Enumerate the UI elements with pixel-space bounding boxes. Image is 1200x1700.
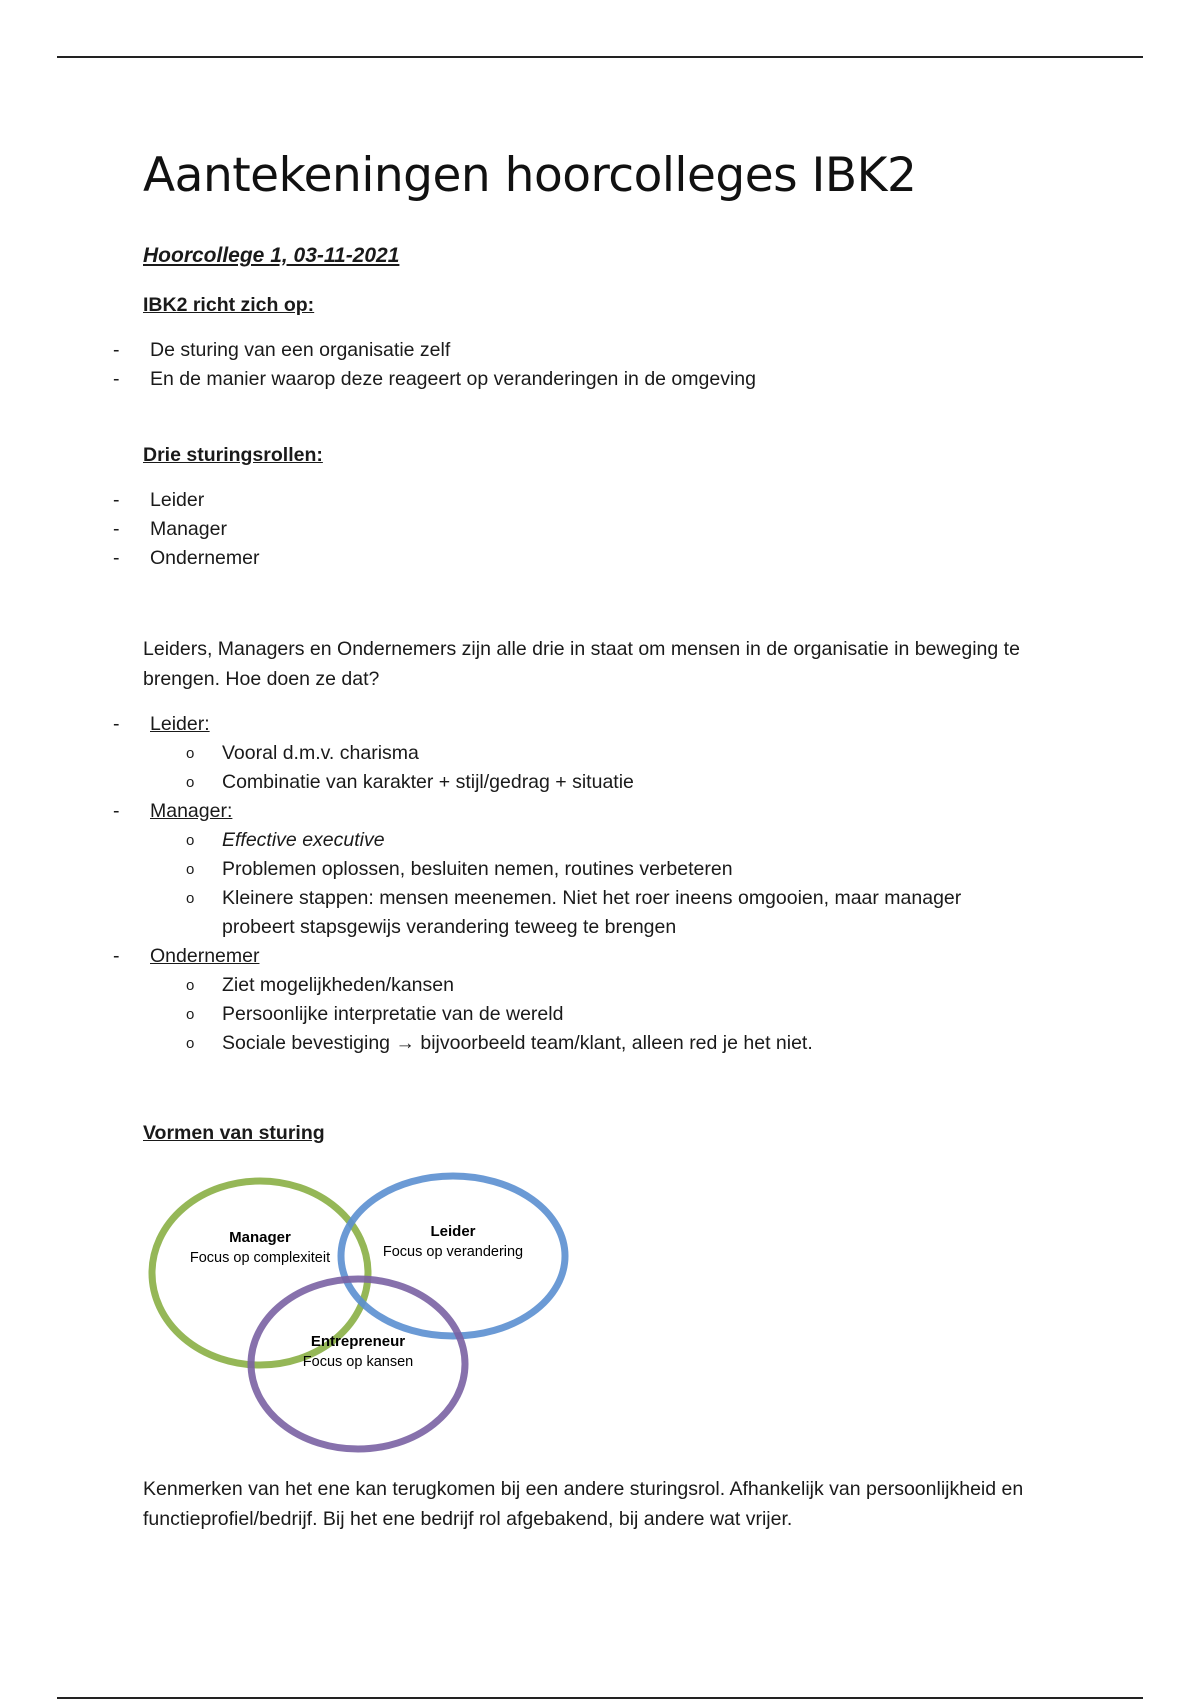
document-title: Aantekeningen hoorcolleges IBK2: [143, 148, 917, 203]
venn-diagram: [140, 1168, 580, 1468]
intro-paragraph: Leiders, Managers en Ondernemers zijn alle drie in staat om mensen in de organisatie in beweging te brengen. Hoe doen ze dat?: [143, 638, 1020, 690]
list-item: - En de manier waarop deze reageert op veranderingen in de omgeving: [113, 368, 756, 390]
page-bottom-rule: [57, 1697, 1143, 1699]
focus-list: [0, 336, 1100, 394]
leider-subtitle: Focus op verandering: [382, 1244, 524, 1260]
sub-item: o Kleinere stappen: mensen meenemen. Niet het roer ineens omgooien, maar manager: [186, 887, 962, 909]
entrepreneur-subtitle: Focus op kansen: [302, 1354, 414, 1370]
list-item: - Leider: [113, 489, 205, 511]
roles-heading: Drie sturingsrollen:: [143, 444, 323, 466]
role-ondernemer: - Ondernemer: [113, 945, 260, 967]
sub-item: o Persoonlijke interpretatie van de wereld: [186, 1003, 564, 1025]
sub-item-continuation: probeert stapsgewijs verandering teweeg te brengen: [222, 916, 677, 938]
focus-heading: IBK2 richt zich op:: [143, 294, 315, 316]
list-item: - Manager: [113, 518, 227, 540]
sub-item: o Combinatie van karakter + stijl/gedrag + situatie: [186, 771, 634, 793]
list-item: - Ondernemer: [113, 547, 260, 569]
lecture-heading: Hoorcollege 1, 03-11-2021: [143, 244, 400, 267]
steering-forms-heading: Vormen van sturing: [143, 1122, 325, 1144]
leider-title: Leider: [430, 1223, 476, 1240]
manager-subtitle: Focus op complexiteit: [189, 1250, 331, 1266]
role-leider: - Leider:: [113, 713, 210, 735]
sub-item: o Sociale bevestiging → bijvoorbeeld team/klant, alleen red je het niet.: [186, 1032, 813, 1054]
roles-list: [0, 486, 1100, 573]
entrepreneur-title: Entrepreneur: [310, 1333, 406, 1350]
sub-item: o Ziet mogelijkheden/kansen: [186, 974, 454, 996]
page-top-rule: [57, 56, 1143, 58]
sub-item: o Vooral d.m.v. charisma: [186, 742, 419, 764]
roles-detail-list: [0, 710, 1100, 1058]
manager-title: Manager: [229, 1229, 291, 1246]
closing-paragraph: Kenmerken van het ene kan terugkomen bij een andere sturingsrol. Afhankelijk van persoonlijkheid en functieprofiel/bedrijf. Bij het ene bedrijf rol afgebakend, bij andere wat vrijer.: [143, 1478, 1024, 1530]
list-item: - De sturing van een organisatie zelf: [113, 339, 451, 361]
sub-item: o Problemen oplossen, besluiten nemen, routines verbeteren: [186, 858, 733, 880]
sub-item: o Effective executive: [186, 829, 385, 851]
role-manager: - Manager:: [113, 800, 233, 822]
